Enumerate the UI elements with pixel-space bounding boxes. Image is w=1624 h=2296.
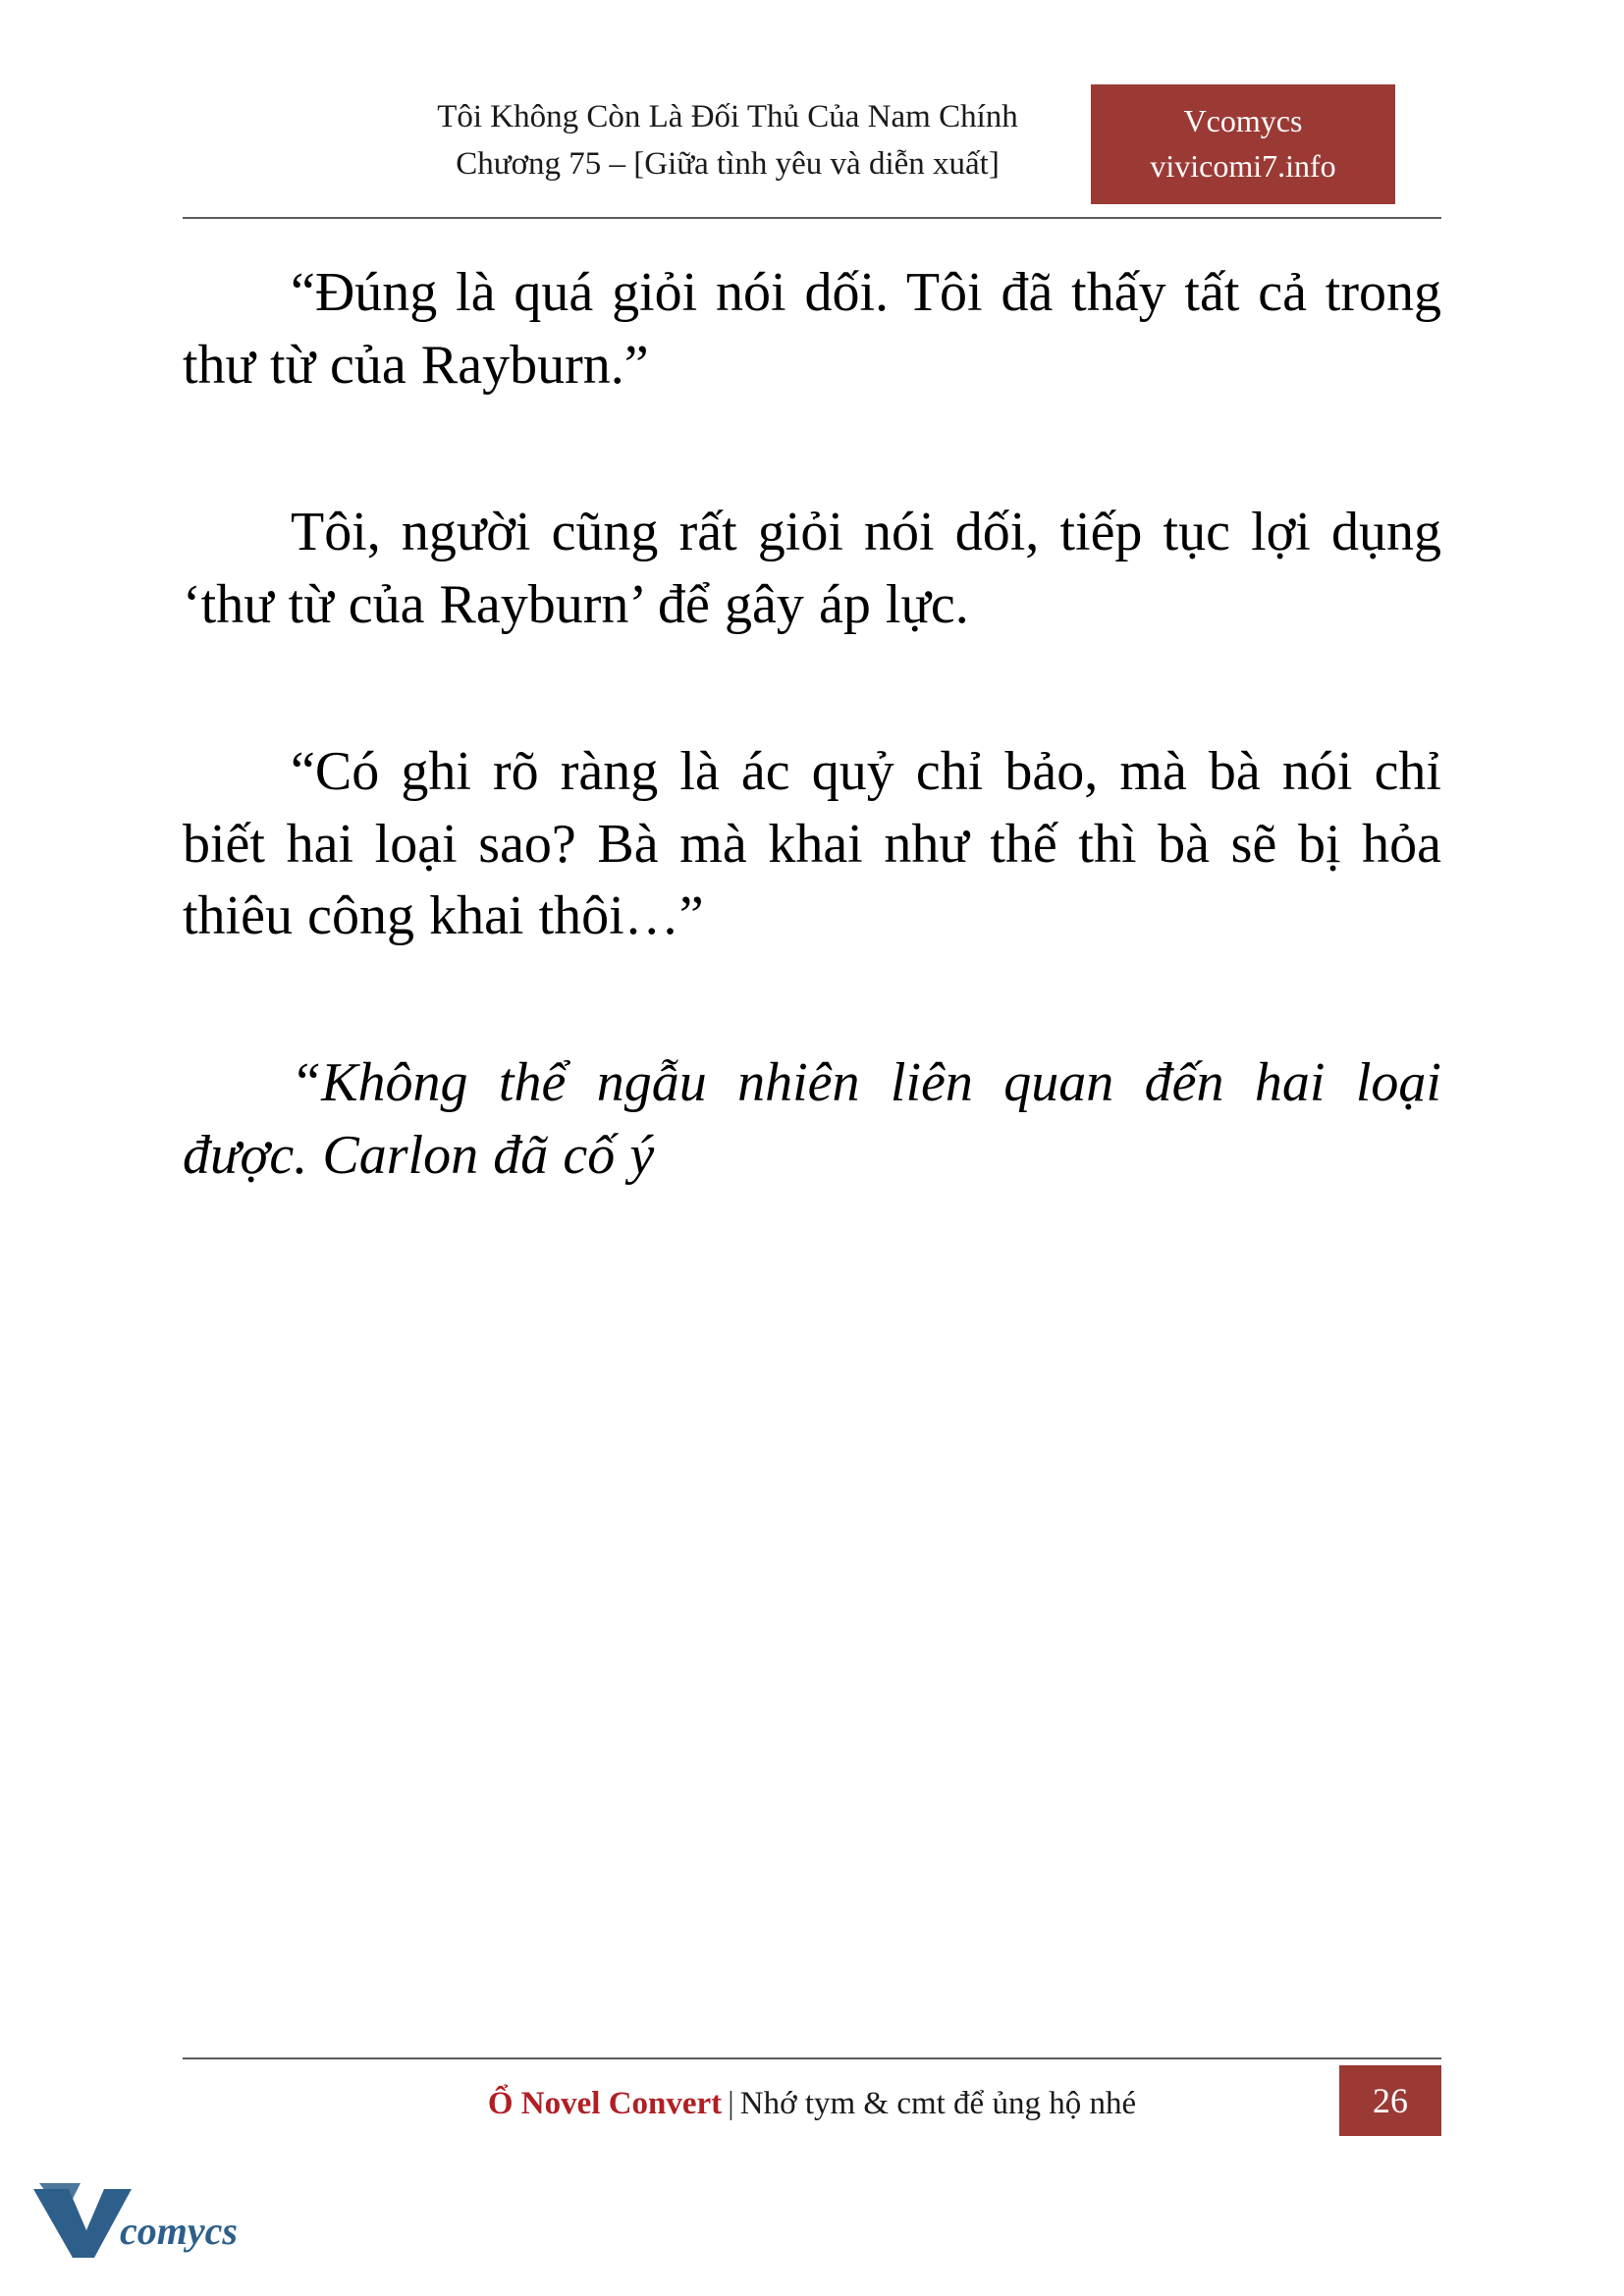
paragraph: “Đúng là quá giỏi nói dối. Tôi đã thấy tất cả trong thư từ của Rayburn.” — [183, 262, 1441, 396]
footer-credit — [183, 2071, 1441, 2136]
vcomycs-watermark-logo — [29, 2179, 265, 2264]
page-number-badge: 26 — [1339, 2065, 1441, 2136]
footer-separator: | — [728, 2086, 734, 2121]
footer-brand: Ổ Novel Convert — [487, 2086, 723, 2121]
page-footer — [183, 2057, 1441, 2146]
paragraph: “Không thể ngẫu nhiên liên quan đến hai loại được. Carlon đã cố ý — [183, 1052, 1441, 1187]
page-content — [183, 257, 1441, 1193]
header-divider — [183, 217, 1441, 219]
site-badge-name: Vcomycs — [1183, 103, 1303, 138]
footer-divider — [183, 2057, 1441, 2059]
header-title-line2: Chương 75 – [Giữa tình yêu và diễn xuất] — [456, 145, 1000, 182]
paragraph: “Có ghi rõ ràng là ác quỷ chỉ bảo, mà bà nói chỉ biết hai loại sao? Bà mà khai như thế thì bà sẽ bị hỏa thiêu công khai thôi…” — [183, 740, 1441, 947]
site-badge-url: vivicomi7.info — [1150, 148, 1336, 185]
site-badge — [1091, 84, 1395, 204]
footer-note: Nhớ tym & cmt để ủng hộ nhé — [739, 2086, 1137, 2121]
header-title-line1: Tôi Không Còn Là Đối Thủ Của Nam Chính — [437, 99, 1018, 134]
page-header — [183, 94, 1441, 220]
svg-text:comycs: comycs — [120, 2209, 238, 2253]
paragraph: Tôi, người cũng rất giỏi nói dối, tiếp tục lợi dụng ‘thư từ của Rayburn’ để gây áp lực. — [183, 501, 1441, 635]
